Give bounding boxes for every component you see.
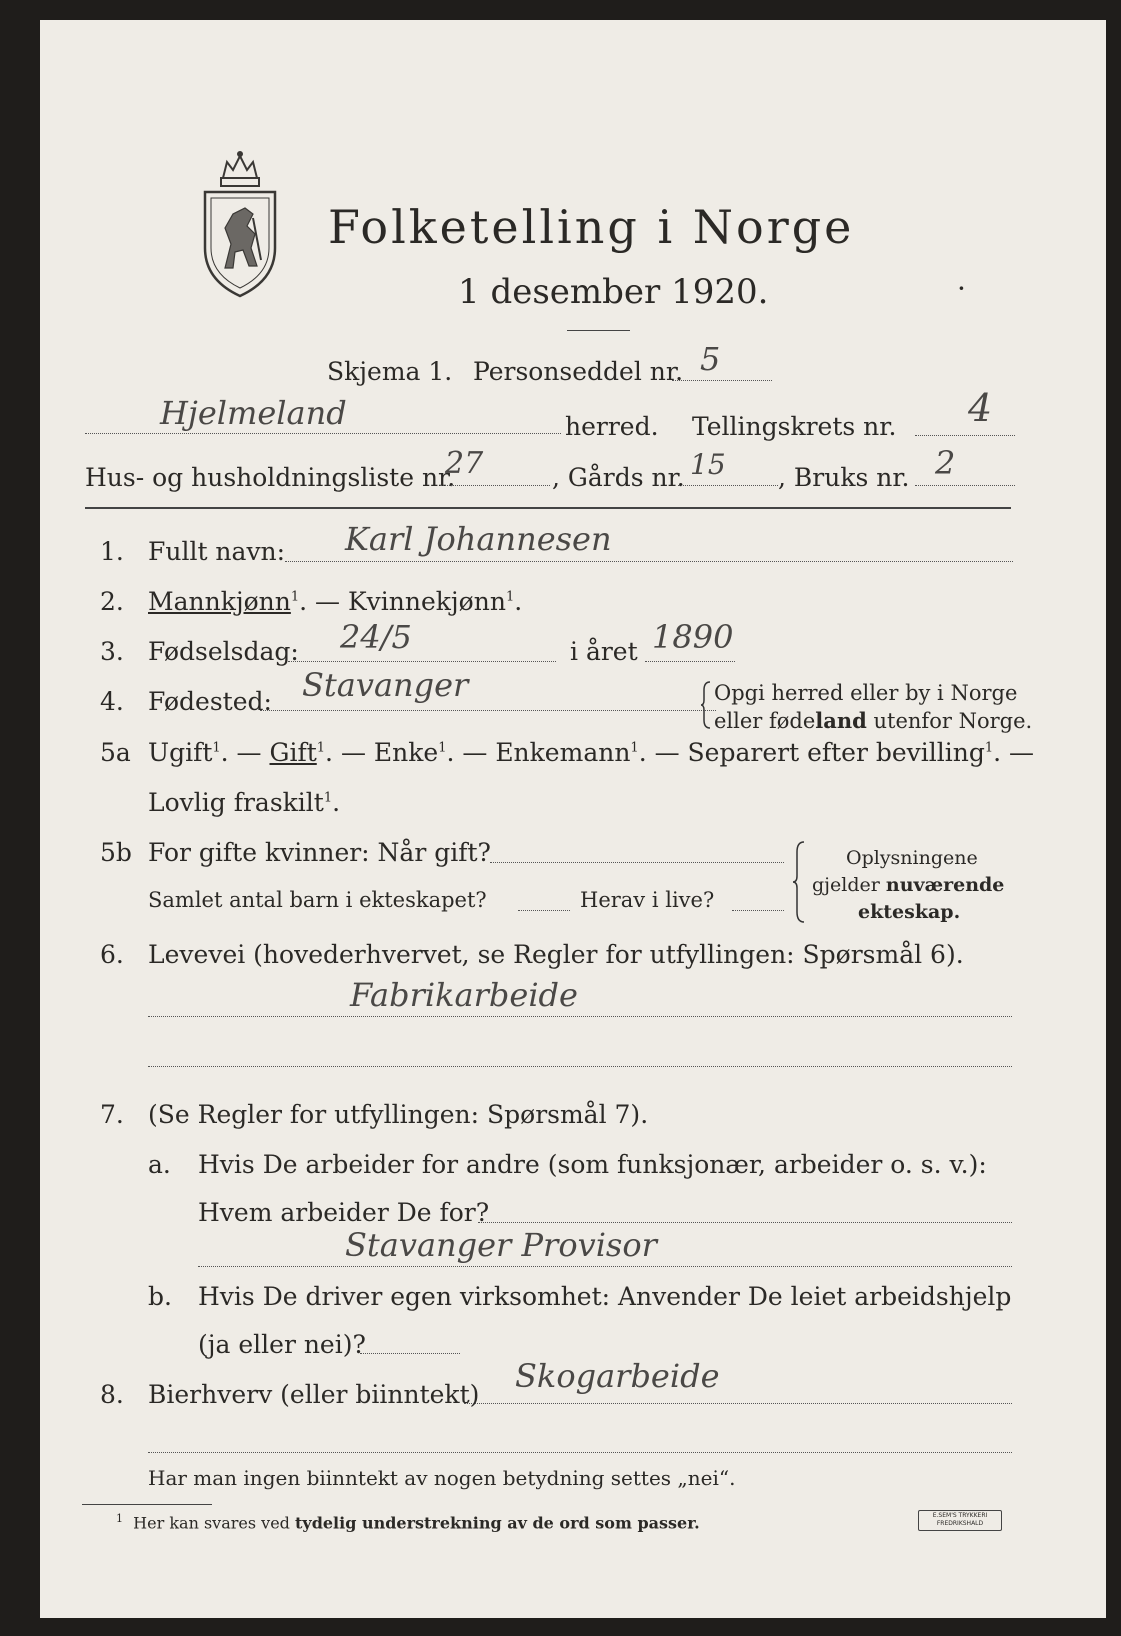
gards-value: 15 bbox=[690, 448, 726, 481]
q1-dotted-line bbox=[285, 561, 1013, 562]
q5b-children-label: Samlet antal barn i ekteskapet? bbox=[148, 888, 487, 912]
husliste-dotted-line bbox=[440, 485, 550, 486]
title-rule bbox=[567, 330, 630, 331]
q7-number: 7. bbox=[100, 1100, 124, 1129]
q6-number: 6. bbox=[100, 940, 124, 969]
header-separator bbox=[85, 507, 1011, 509]
q5b-brace-icon bbox=[792, 840, 806, 924]
personseddel-value: 5 bbox=[700, 340, 721, 378]
q8-number: 8. bbox=[100, 1380, 124, 1409]
q5a-number: 5a bbox=[100, 738, 131, 767]
husliste-label: Hus- og husholdningsliste nr. bbox=[85, 463, 456, 492]
footnote: $^1$ Her kan svares ved tydelig understrekning av de ord som passer. bbox=[116, 1512, 700, 1533]
q3-number: 3. bbox=[100, 637, 124, 666]
q7b-dotted-line bbox=[360, 1353, 460, 1354]
q6-dotted-line1 bbox=[148, 1016, 1012, 1017]
q6-dotted-line2 bbox=[148, 1066, 1012, 1067]
q5b-note-line1: Oplysningene bbox=[846, 847, 978, 869]
q2-options: Mannkjønn$^1$. — Kvinnekjønn$^1$. bbox=[148, 587, 523, 616]
separert-option: Separert efter bevilling bbox=[687, 738, 985, 767]
q5b-dotted-line3 bbox=[732, 910, 784, 911]
personseddel-dotted-line bbox=[672, 380, 772, 381]
q3-dotted-line bbox=[288, 661, 556, 662]
q4-note-line1: Opgi herred eller by i Norge bbox=[714, 681, 1018, 705]
q4-label: Fødested: bbox=[148, 687, 272, 716]
q1-label: Fullt navn: bbox=[148, 537, 286, 566]
q7b-number: b. bbox=[148, 1282, 172, 1311]
q3-label: Fødselsdag: bbox=[148, 637, 299, 666]
q5b-number: 5b bbox=[100, 838, 132, 867]
q2-number: 2. bbox=[100, 587, 124, 616]
birth-year-value: 1890 bbox=[652, 618, 734, 656]
male-option: Mannkjønn bbox=[148, 587, 291, 616]
personseddel-label: Personseddel nr. bbox=[473, 357, 684, 386]
q7-label: (Se Regler for utfyllingen: Spørsmål 7). bbox=[148, 1100, 649, 1129]
bruks-dotted-line bbox=[915, 485, 1015, 486]
q5b-note-line3: ekteskap. bbox=[858, 901, 961, 923]
full-name-value: Karl Johannesen bbox=[345, 520, 612, 558]
female-option: Kvinnekjønn bbox=[347, 587, 506, 616]
q5b-note-line2: gjelder nuværende bbox=[812, 874, 1005, 896]
stray-dot: · bbox=[957, 272, 966, 305]
q8-label: Bierhverv (eller biinntekt) bbox=[148, 1380, 480, 1409]
q4-note-line2: eller fødeland utenfor Norge. bbox=[714, 708, 1033, 733]
enke-option: Enke bbox=[373, 738, 439, 767]
gift-option: Gift bbox=[269, 738, 317, 767]
coat-of-arms-icon bbox=[195, 148, 285, 298]
q5a-options: Ugift$^1$. — Gift$^1$. — Enke$^1$. — Enkemann$^1$. — Separert efter bevilling$^1$. — bbox=[148, 738, 1035, 767]
birthday-value: 24/5 bbox=[340, 618, 412, 656]
census-form bbox=[40, 20, 1106, 1618]
q4-dotted-line bbox=[260, 710, 716, 711]
q5b-married-when: For gifte kvinner: Når gift? bbox=[148, 838, 491, 867]
ugift-option: Ugift bbox=[148, 738, 213, 767]
employer-value: Stavanger Provisor bbox=[345, 1226, 657, 1264]
enkemann-option: Enkemann bbox=[495, 738, 631, 767]
skjema-label: Skjema 1. bbox=[327, 357, 453, 386]
herred-value: Hjelmeland bbox=[160, 394, 347, 432]
tellingskrets-label: Tellingskrets nr. bbox=[692, 412, 897, 441]
q4-number: 4. bbox=[100, 687, 124, 716]
year-label: i året bbox=[570, 637, 638, 666]
q7a-number: a. bbox=[148, 1150, 171, 1179]
q4-brace-icon bbox=[700, 680, 712, 730]
husliste-value: 27 bbox=[445, 446, 484, 481]
form-title: Folketelling i Norge bbox=[328, 200, 855, 254]
q7a-question: Hvem arbeider De for? bbox=[198, 1198, 490, 1227]
nei-note: Har man ingen biinntekt av nogen betydning settes „nei“. bbox=[148, 1466, 736, 1490]
q8-dotted-line1 bbox=[464, 1403, 1012, 1404]
census-date: 1 desember 1920. bbox=[458, 272, 769, 312]
q7b-text: Hvis De driver egen virksomhet: Anvender De leiet arbeidshjelp bbox=[198, 1282, 1012, 1311]
lovlig-fraskilt-option: Lovlig fraskilt$^1$. bbox=[148, 788, 341, 817]
footnote-rule bbox=[82, 1504, 212, 1505]
occupation-value: Fabrikarbeide bbox=[350, 976, 578, 1014]
q7a-dotted-line2 bbox=[198, 1266, 1012, 1267]
gards-dotted-line bbox=[678, 485, 778, 486]
q5b-alive-label: Herav i live? bbox=[580, 888, 715, 912]
birthplace-value: Stavanger bbox=[302, 666, 469, 704]
herred-label: herred. bbox=[565, 412, 659, 441]
gards-label: , Gårds nr. bbox=[552, 463, 685, 492]
herred-dotted-line bbox=[85, 433, 561, 434]
year-dotted-line bbox=[645, 661, 735, 662]
q7b-question: (ja eller nei)? bbox=[198, 1330, 366, 1359]
q6-label: Levevei (hovederhvervet, se Regler for utfyllingen: Spørsmål 6). bbox=[148, 940, 964, 969]
tellingskrets-dotted-line bbox=[915, 435, 1015, 436]
q5b-dotted-line1 bbox=[490, 862, 784, 863]
bruks-value: 2 bbox=[935, 444, 956, 482]
tellingskrets-value: 4 bbox=[968, 386, 993, 430]
bruks-label: , Bruks nr. bbox=[778, 463, 910, 492]
printer-mark: E.SEM'S TRYKKERI FREDRIKSHALD bbox=[918, 1510, 1002, 1531]
secondary-income-value: Skogarbeide bbox=[515, 1357, 720, 1395]
q1-number: 1. bbox=[100, 537, 124, 566]
q7a-dotted-line1 bbox=[478, 1222, 1012, 1223]
q8-dotted-line2 bbox=[148, 1452, 1012, 1453]
q5b-dotted-line2 bbox=[518, 910, 570, 911]
q7a-text: Hvis De arbeider for andre (som funksjonær, arbeider o. s. v.): bbox=[198, 1150, 987, 1179]
